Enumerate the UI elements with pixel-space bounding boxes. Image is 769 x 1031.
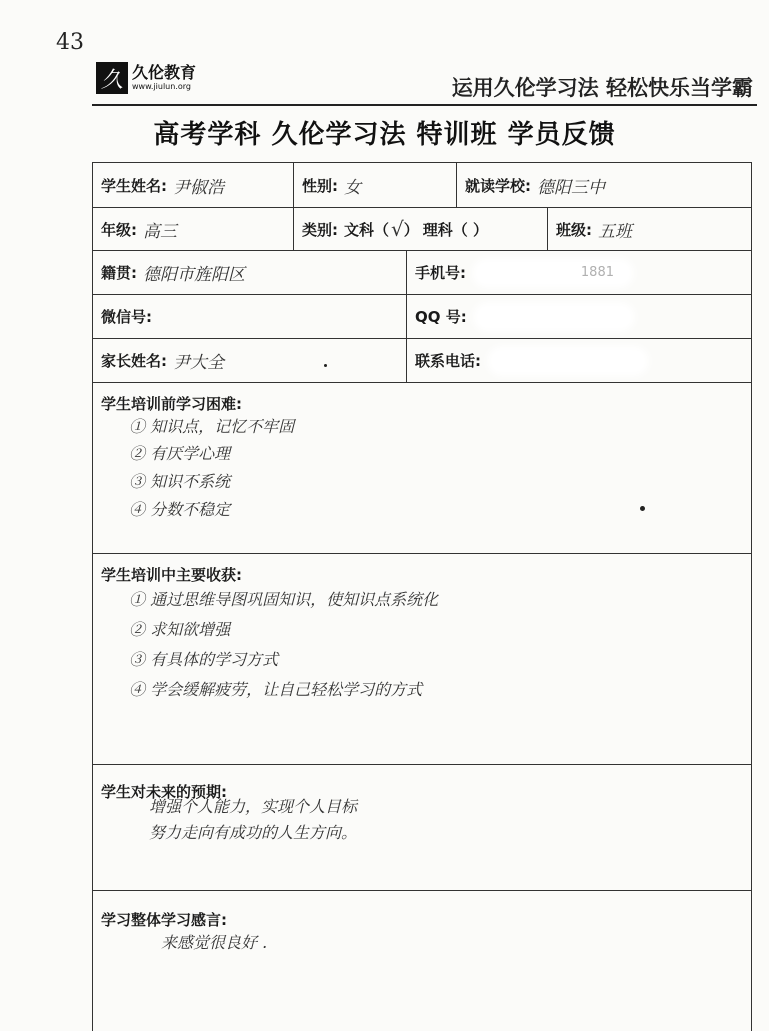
feeling-item: 来感觉很良好 . xyxy=(161,933,268,952)
student-name-cell xyxy=(93,163,294,207)
hometown-label: 籍贯: xyxy=(101,264,137,282)
grade-label: 年级: xyxy=(101,220,137,239)
wechat-label: 微信号: xyxy=(101,308,152,326)
feelings-label: 学习整体学习感言: xyxy=(101,911,227,929)
class-label: 班级: xyxy=(556,220,592,239)
expectation-item: 努力走向有成功的人生方向。 xyxy=(149,823,358,842)
category-cell xyxy=(294,208,548,250)
expectations-section xyxy=(93,765,751,891)
gender-cell xyxy=(294,163,457,207)
gains-section xyxy=(93,554,751,765)
gains-label: 学生培训中主要收获: xyxy=(101,566,242,584)
hometown-value: 德阳市旌阳区 xyxy=(143,265,245,285)
difficulty-item: ② 有厌学心理 xyxy=(129,444,231,463)
gain-item: ③ 有具体的学习方式 xyxy=(129,650,279,669)
page-title: 高考学科 久伦学习法 特训班 学员反馈 xyxy=(153,120,616,150)
grade-value: 高三 xyxy=(143,221,177,242)
student-name-label: 学生姓名: xyxy=(101,176,167,195)
category-arts-close: ） xyxy=(403,220,419,239)
difficulty-item: ④ 分数不稳定 xyxy=(129,500,231,519)
class-value: 五班 xyxy=(598,221,632,242)
grade-cell xyxy=(93,208,294,250)
difficulties-section xyxy=(93,383,751,554)
form-row-hometown xyxy=(93,251,751,295)
hometown-cell xyxy=(93,251,407,294)
difficulties-label: 学生培训前学习困难: xyxy=(101,395,242,413)
form-row-identity xyxy=(93,163,751,208)
expectation-item: 增强个人能力，实现个人目标 xyxy=(149,797,358,816)
school-label: 就读学校: xyxy=(465,176,531,195)
contact-redacted-value xyxy=(493,352,643,370)
logo-url: www.jiulun.org xyxy=(132,82,191,91)
arts-checkmark: √ xyxy=(391,217,404,241)
category-arts: 文科（ xyxy=(344,220,390,239)
class-cell xyxy=(548,208,751,250)
feedback-form xyxy=(92,162,752,1031)
ink-spot xyxy=(640,506,645,511)
form-row-grade xyxy=(93,208,751,251)
gain-item: ④ 学会缓解疲劳，让自己轻松学习的方式 xyxy=(129,680,423,699)
school-value: 德阳三中 xyxy=(537,177,605,198)
student-name-value: 尹俶浩 xyxy=(173,177,224,198)
gain-item: ① 通过思维导图巩固知识，使知识点系统化 xyxy=(129,590,439,609)
expectations-label: 学生对未来的预期: xyxy=(101,783,227,801)
header-divider xyxy=(92,104,757,106)
phone-redacted-value: 1881 xyxy=(478,264,628,282)
difficulty-item: ① 知识点，记忆不牢固 xyxy=(129,417,295,436)
phone-cell xyxy=(407,251,751,294)
slogan: 运用久伦学习法 轻松快乐当学霸 xyxy=(451,76,753,100)
contact-cell xyxy=(407,339,751,382)
gender-label: 性别: xyxy=(302,176,338,195)
form-row-wechat xyxy=(93,295,751,339)
category-science: 理科（ ） xyxy=(422,220,489,239)
school-cell xyxy=(457,163,751,207)
parent-cell xyxy=(93,339,407,382)
difficulty-item: ③ 知识不系统 xyxy=(129,472,231,491)
parent-label: 家长姓名: xyxy=(101,352,167,370)
feelings-section xyxy=(93,891,751,1031)
contact-label: 联系电话: xyxy=(415,352,481,370)
qq-label: QQ 号: xyxy=(415,308,467,326)
wechat-cell xyxy=(93,295,407,338)
phone-label: 手机号: xyxy=(415,264,466,282)
category-label: 类别: xyxy=(302,220,338,239)
qq-redacted-value xyxy=(479,308,629,326)
gain-item: ② 求知欲增强 xyxy=(129,620,231,639)
ink-spot xyxy=(324,364,327,367)
brand-logo xyxy=(96,62,196,94)
form-row-parent xyxy=(93,339,751,383)
logo-name: 久伦教育 xyxy=(132,63,197,82)
page-number: 43 xyxy=(56,30,84,55)
gender-value: 女 xyxy=(344,177,361,198)
parent-value: 尹大全 xyxy=(173,353,224,373)
logo-icon: 久 xyxy=(96,62,128,94)
qq-cell xyxy=(407,295,751,338)
